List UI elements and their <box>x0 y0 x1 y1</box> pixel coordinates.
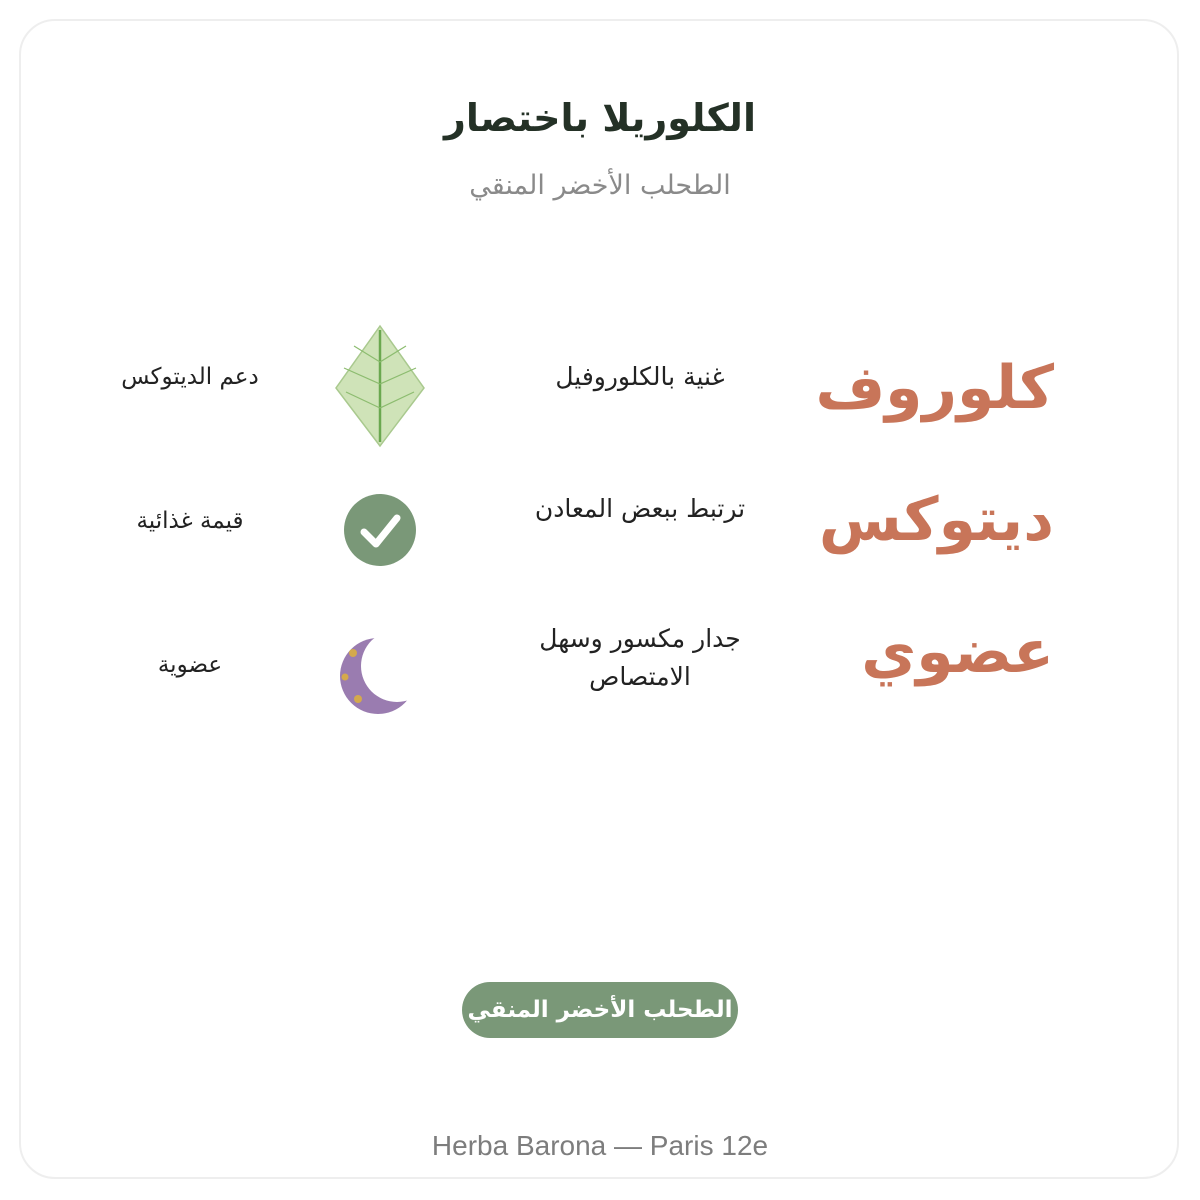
page-subtitle: الطحلب الأخضر المنقي <box>469 170 731 201</box>
feature-row-2 <box>0 478 1200 588</box>
feature-word: كلوروف <box>815 353 1054 423</box>
crescent-moon-icon <box>330 624 430 734</box>
cta-button[interactable]: الطحلب الأخضر المنقي <box>462 982 738 1038</box>
footer-text: Herba Barona — Paris 12e <box>431 1130 769 1161</box>
page-title: الكلوريلا باختصار <box>444 96 756 140</box>
feature-word: عضوي <box>861 617 1054 687</box>
feature-row-3 <box>0 612 1200 732</box>
check-circle-icon <box>330 478 430 588</box>
feature-description: غنية بالكلوروفيل <box>555 362 725 391</box>
feature-description: ترتبط ببعض المعادن <box>534 494 746 523</box>
leaf-icon <box>330 322 430 452</box>
feature-description: جدار مكسور وسهل الامتصاص <box>539 624 741 691</box>
feature-tag: دعم الديتوكس <box>121 364 259 390</box>
feature-tag: عضوية <box>157 652 223 678</box>
feature-tag: قيمة غذائية <box>136 508 244 534</box>
feature-row-1 <box>0 320 1200 460</box>
feature-word: ديتوكس <box>818 485 1054 555</box>
